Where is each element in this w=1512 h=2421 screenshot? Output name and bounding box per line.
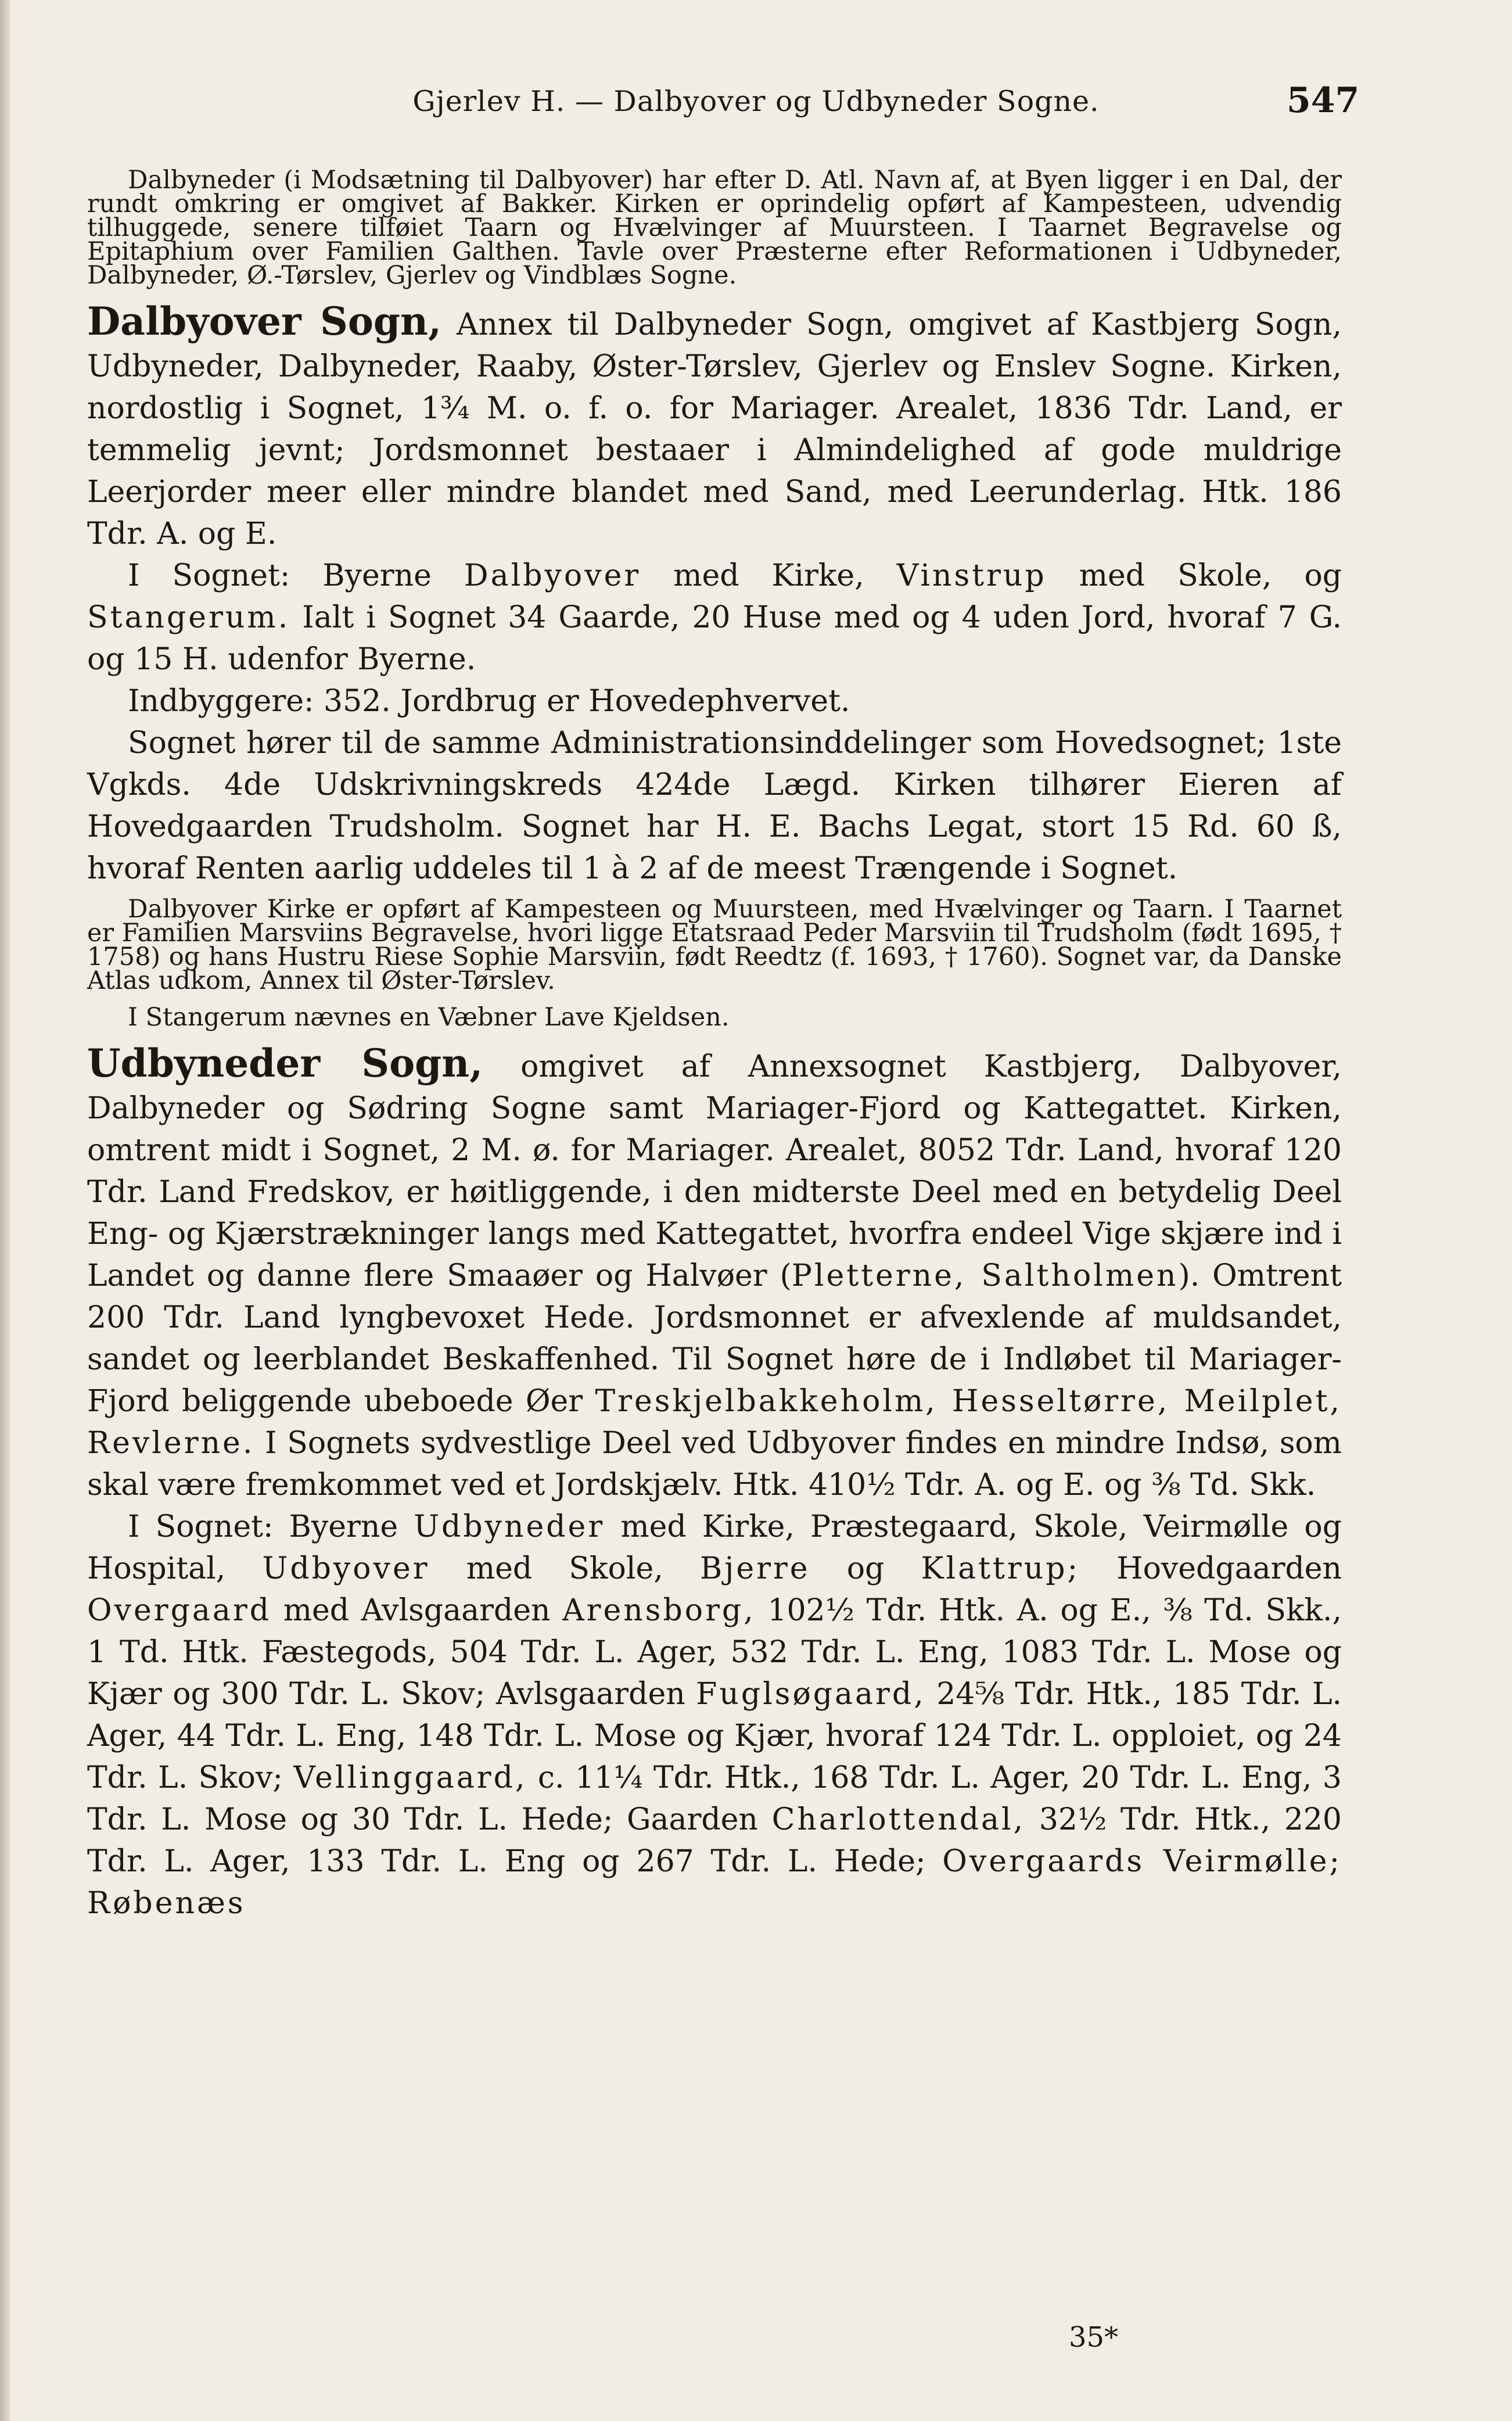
udbyneder-places-text-6: 102½ Tdr. Htk. A. og E., ⅜ Td. Skk., 1 Td. Htk. Fæstegods, 504 Tdr. L. Ager, 532 Tdr. L. Eng, 1083 Tdr. L. Mose og Kjær og 300 Tdr. L. Skov; Avlsgaarden	[87, 1593, 1342, 1712]
udbyneder-places-text-2: med Skole,	[466, 1551, 663, 1586]
place-bjerre: Bjerre	[699, 1551, 810, 1586]
place-udbyover: Udbyover	[262, 1551, 430, 1586]
place-charlottendal: Charlottendal,	[771, 1802, 1026, 1837]
place-vinstrup: Vinstrup	[896, 558, 1047, 593]
dalbyover-places-intro: I Sognet: Byerne	[128, 558, 432, 593]
udbyneder-description-3: I Sognets sydvestlige Deel ved Udbyover findes en mindre Indsø, som skal være fremkommet ved et Jordskjælv. Htk. 410½ Tdr. A. og E. og ⅜ Td. Skk.	[87, 1426, 1342, 1502]
running-title: Gjerlev H. — Dalbyover og Udbyneder Sogne.	[412, 85, 1100, 118]
dalbyover-heading: Dalbyover Sogn,	[87, 299, 441, 344]
udbyneder-description: omgivet af Annexsognet Kastbjerg, Dalbyover, Dalbyneder og Sødring Sogne samt Mariager-Fjord og Kattegattet. Kirken, omtrent midt i Sognet, 2 M. ø. for Mariager. Arealet, 8052 Tdr. Land, hvoraf 120 Tdr. Land Fredskov, er høitliggende, i den midterste Deel med en betydelig Deel Eng- og Kjærstrækninger langs med Kattegattet, hvorfra endeel Vige skjære ind i Landet og danne flere Smaaøer og Halvøer (	[87, 1049, 1342, 1293]
udbyneder-places-text-5: med Avlsgaarden	[283, 1593, 551, 1628]
place-udbyneder: Udbyneder	[414, 1509, 605, 1544]
udbyneder-heading: Udbyneder Sogn,	[87, 1041, 483, 1086]
page-body	[87, 168, 1342, 1924]
place-stangerum: Stangerum.	[87, 600, 290, 635]
place-klattrup: Klattrup;	[921, 1551, 1080, 1586]
udbyneder-places-text: med Kirke, Præstegaard, Skole, Veirmølle og Hospital,	[87, 1509, 1342, 1586]
page-spine-shadow	[0, 0, 10, 2421]
place-dalbyover: Dalbyover	[464, 558, 641, 593]
udbyneder-places-text-7: 24⅝ Tdr. Htk., 185 Tdr. L. Ager, 44 Tdr. L. Eng, 148 Tdr. L. Mose og Kjær, hvoraf 124 Tdr. L. opploiet, og 24 Tdr. L. Skov;	[87, 1677, 1342, 1795]
dalbyover-population: Indbyggere: 352. Jordbrug er Hovedерhvervet.	[128, 684, 850, 719]
udbyneder-entry	[87, 1042, 1342, 1506]
footnote-dalbyneder: Dalbyneder (i Modsætning til Dalbyover) har efter D. Atl. Navn af, at Byen ligger i en Dal, der rundt omkring er omgivet af Bakker. Kirken er oprindelig opført af Kampesteen, udvendig tilhuggede, senere tilføiet Taarn og Hvælvinger af Muursteen. I Taarnet Begravelse og Epitaphium over Familien Galthen. Tavle over Præsterne efter Reformationen i Udbyneder, Dalbyneder, Ø.-Tørslev, Gjerlev og Vindblæs Sogne.	[87, 166, 1342, 290]
place-pletterne-saltholmen: Pletterne, Saltholmen	[791, 1258, 1179, 1293]
udbyneder-places-text-9: 32½ Tdr. Htk., 220 Tdr. L. Ager, 133 Tdr. L. Eng og 267 Tdr. L. Hede;	[87, 1802, 1342, 1879]
signature-mark: 35*	[1069, 2321, 1119, 2354]
dalbyover-administration: Sognet hører til de samme Administrationsinddelinger som Hovedsognet; 1ste Vgkds. 4de Udskrivningskreds 424de Lægd. Kirken tilhører Eieren af Hovedgaarden Trudsholm. Sognet har H. E. Bachs Legat, stort 15 Rd. 60 ß, hvoraf Renten aarlig uddeles til 1 à 2 af de meest Trængende i Sognet.	[87, 726, 1342, 886]
udbyneder-places-intro: I Sognet: Byerne	[128, 1509, 398, 1544]
place-islands: Treskjelbakkeholm, Hesseltørre, Meilplet, Revlerne.	[87, 1384, 1342, 1461]
udbyneder-places-text-3: og	[846, 1551, 885, 1586]
dalbyover-stangerum-note: I Stangerum nævnes en Væbner Lave Kjeldsen.	[128, 1003, 730, 1032]
place-fuglsoegaard: Fuglsøgaard,	[696, 1677, 926, 1712]
udbyneder-places	[87, 1506, 1342, 1924]
dalbyover-places-text: med Kirke,	[673, 558, 864, 593]
place-arensborg: Arensborg,	[562, 1593, 756, 1628]
udbyneder-places-text-8: c. 11¼ Tdr. Htk., 168 Tdr. L. Ager, 20 Tdr. L. Eng, 3 Tdr. L. Mose og 30 Tdr. L. Hede; Gaarden	[87, 1760, 1342, 1837]
page-header	[0, 80, 1512, 127]
dalbyover-church-note: Dalbyover Kirke er opført af Kampesteen og Muursteen, med Hvælvinger og Taarn. I Taarnet er Familien Marsviins Begravelse, hvori ligge Etatsraad Peder Marsviin til Trudsholm (født 1695, † 1758) og hans Hustru Riese Sophie Marsviin, født Reedtz (f. 1693, † 1760). Sognet var, da Danske Atlas udkom, Annex til Øster-Tørslev.	[87, 895, 1342, 995]
dalbyover-places-text-3: Ialt i Sognet 34 Gaarde, 20 Huse med og 4 uden Jord, hvoraf 7 G. og 15 H. udenfor Byerne.	[87, 600, 1342, 677]
dalbyover-description: Annex til Dalbyneder Sogn, omgivet af Kastbjerg Sogn, Udbyneder, Dalbyneder, Raaby, Øster-Tørslev, Gjerlev og Enslev Sogne. Kirken, nordostlig i Sognet, 1¾ M. o. f. o. for Mariager. Arealet, 1836 Tdr. Land, er temmelig jevnt; Jordsmonnet bestaaer i Almindelighed af gode muldrige Leerjorder meer eller mindre blandet med Sand, med Leerunderlag. Htk. 186 Tdr. A. og E.	[87, 307, 1342, 551]
page-number: 547	[1287, 80, 1360, 121]
dalbyover-places	[87, 555, 1342, 680]
place-vellinggaard: Vellinggaard,	[293, 1760, 527, 1795]
udbyneder-places-text-4: Hovedgaarden	[1116, 1551, 1342, 1586]
place-overgaards-veirmoelle: Overgaards Veirmølle; Røbenæs	[87, 1844, 1342, 1921]
dalbyover-entry	[87, 300, 1342, 555]
dalbyover-places-text-2: med Skole, og	[1079, 558, 1342, 593]
place-overgaard: Overgaard	[87, 1593, 272, 1628]
udbyneder-description-2: ). Omtrent 200 Tdr. Land lyngbevoxet Hede. Jordsmonnet er afvexlende af muldsandet, sandet og leerblandet Beskaffenhed. Til Sognet høre de i Indløbet til Mariager-Fjord beliggende ubeboede Øer	[87, 1258, 1342, 1419]
